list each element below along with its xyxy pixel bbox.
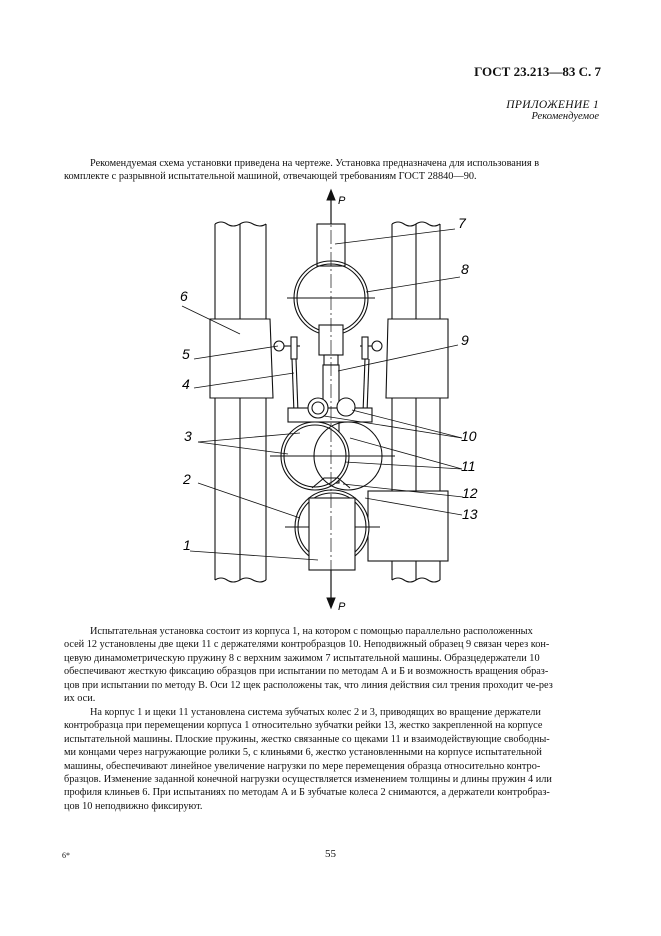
right-roller [372, 341, 382, 351]
para-line: их оси. [64, 693, 96, 705]
force-label-top: P [338, 195, 346, 207]
callout-3: 3 [184, 428, 192, 444]
para-line: профиля клиньев 6. При испытаниях по методам А и Б зубчатые колеса 2 снимаются, а держатели контробраз- [64, 787, 550, 799]
force-label-bottom: P [338, 601, 346, 613]
intro-paragraph [64, 157, 598, 184]
para-line: На корпус 1 и щеки 11 установлена система зубчатых колес 2 и 3, приводящих во вращение держатели [90, 707, 541, 718]
callout-8: 8 [461, 261, 469, 277]
signature-mark: 6* [62, 851, 70, 860]
standard-page-header: ГОСТ 23.213—83 С. 7 [474, 64, 601, 79]
force-arrow-up [327, 190, 335, 200]
force-arrow-down [327, 598, 335, 608]
para-line: Испытательная установка состоит из корпуса 1, на котором с помощью параллельно расположенных [90, 626, 533, 637]
para-line: цов при испытании по методу В. Оси 12 щек расположены так, что линия действия сил трения проходит че-рез [64, 679, 553, 691]
left-column-break [215, 222, 240, 226]
callout-4: 4 [182, 376, 190, 392]
left-flat-spring [292, 359, 294, 413]
para-line: машины, обеспечивают линейное увеличение нагрузки по мере перемещения образца относительно контро- [64, 760, 541, 772]
left-counter-holder [308, 398, 328, 418]
para-line: ми концами через нагружающие ролики 5, с клиньями 6, жестко установленными на корпусе испытательной [64, 747, 542, 759]
callout-5: 5 [182, 346, 190, 362]
intro-line: комплекте с разрывной испытательной машиной, отвечающей требованиям ГОСТ 28840—90. [64, 171, 477, 183]
callout-7: 7 [458, 215, 466, 231]
body [309, 498, 355, 570]
jaws-plate [288, 408, 372, 422]
para-line: контробразца при перемещении корпуса 1 относительно зубчатки рейки 13, жестко закрепленной на корпусе [64, 720, 543, 732]
callout-11: 11 [461, 458, 476, 474]
callout-9: 9 [461, 332, 469, 348]
para-line: цевую динамометрическую пружину 8 с верхним зажимом 7 испытательной машины. Образцедержатели 10 [64, 652, 540, 664]
installation-drawing [140, 188, 520, 620]
right-counter-holder [337, 398, 355, 416]
appendix-title: ПРИЛОЖЕНИЕ 1 [506, 99, 599, 111]
left-wedge [210, 319, 273, 398]
body-paragraph-1 [64, 625, 598, 705]
installation-schematic [140, 188, 520, 620]
para-line: испытательной машины. Плоские пружины, жестко связанные со щеками 11 и взаимодействующие свободны- [64, 733, 550, 745]
callout-2: 2 [183, 471, 191, 487]
callout-6: 6 [180, 288, 188, 304]
rack [368, 491, 448, 561]
body-paragraph-2 [64, 706, 598, 813]
callout-10: 10 [461, 428, 477, 444]
callout-12: 12 [462, 485, 478, 501]
right-flat-spring [363, 359, 365, 413]
intro-line: Рекомендуемая схема установки приведена на чертеже. Установка предназначена для использования в [90, 158, 540, 169]
para-line: цов 10 неподвижно фиксируют. [64, 800, 203, 812]
callout-1: 1 [183, 537, 191, 553]
para-line: осей 12 установлены две щеки 11 с держателями контробразцов 10. Неподвижный образец 9 связан через кон- [64, 639, 550, 651]
para-line: обеспечивают жесткую фиксацию образцов при испытании по методам А и Б и возможность вращения образ- [64, 666, 549, 678]
appendix-status: Рекомендуемое [531, 111, 599, 122]
callout-13: 13 [462, 506, 478, 522]
para-line: бразцов. Изменение заданной конечной нагрузки осуществляется изменением толщины и длины пружин 4 или [64, 774, 552, 786]
page-number: 55 [325, 848, 336, 860]
